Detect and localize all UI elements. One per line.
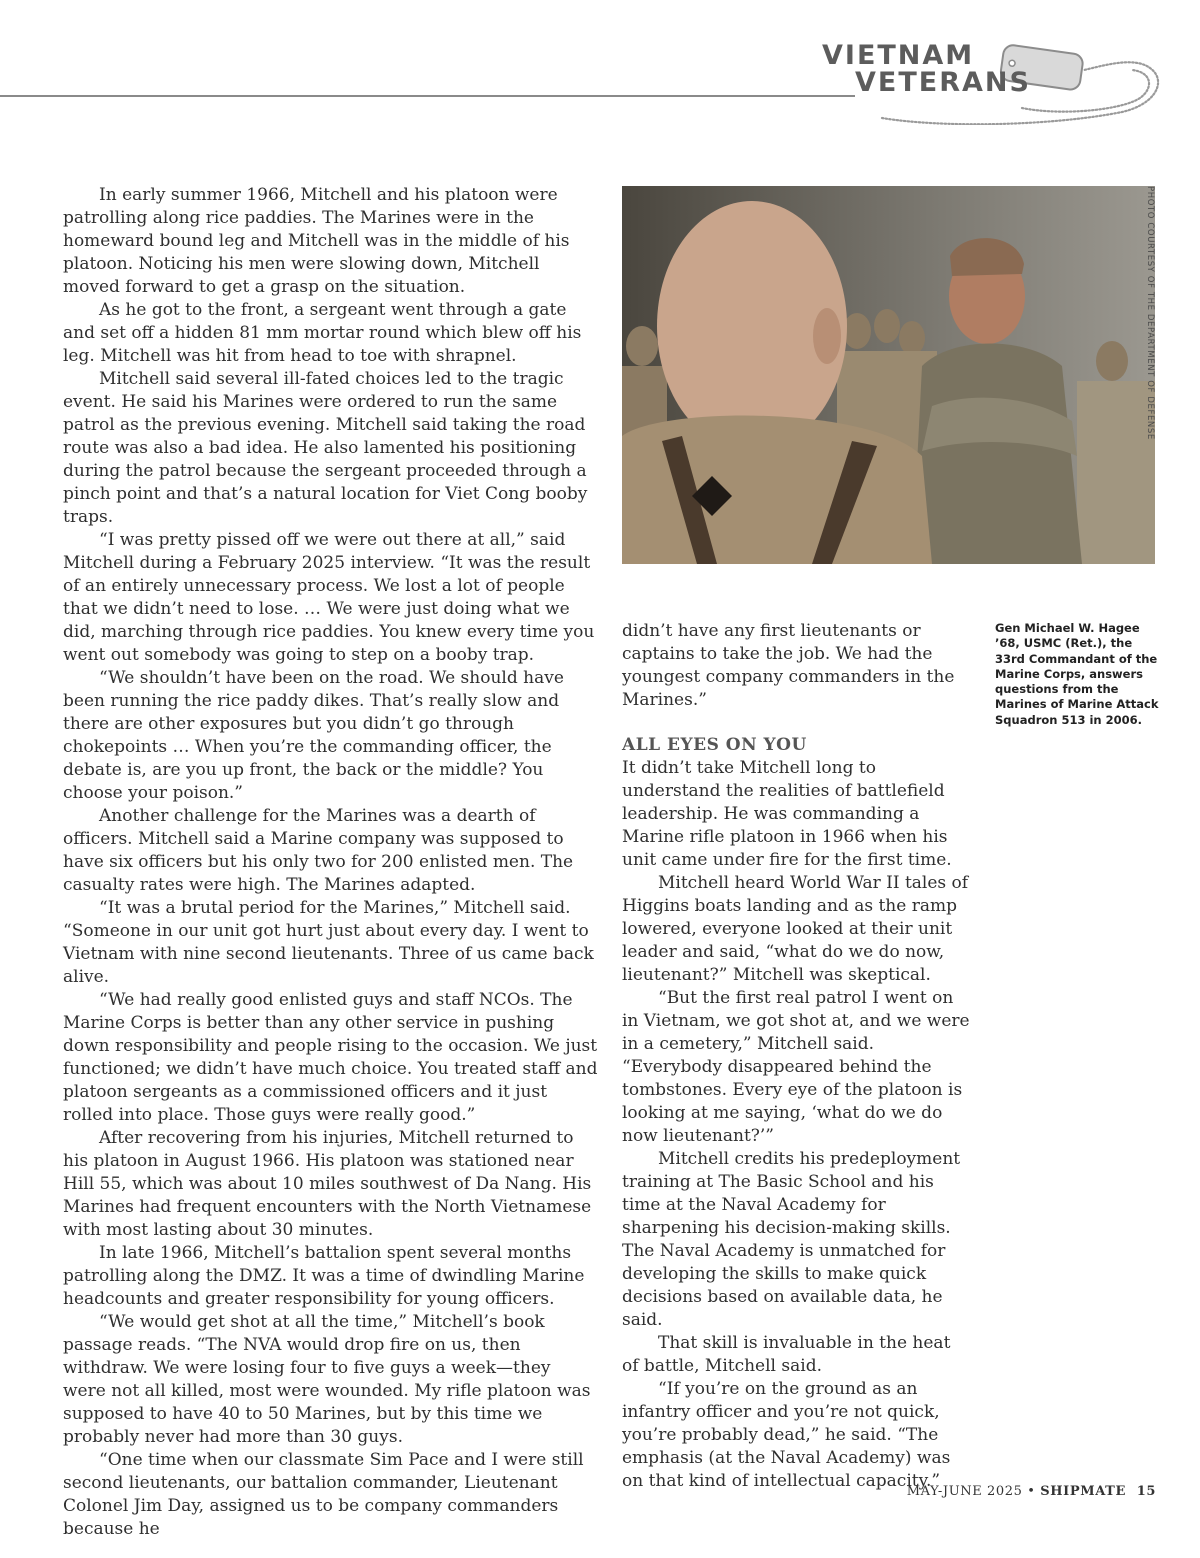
section-heading: ALL EYES ON YOU: [622, 735, 807, 755]
paragraph: “We would get shot at all the time,” Mitchell’s book passage reads. “The NVA would drop fire on us, then withdraw. We were losing four to five guys a week—they were not all killed, most were wounded. My rifle platoon was supposed to have 40 to 50 Marines, but by this time we probably never had more than 30 guys.: [63, 1312, 591, 1447]
photo-credit: PHOTO COURTESY OF THE DEPARTMENT OF DEFENSE: [1145, 186, 1155, 440]
section-title: [822, 42, 1031, 96]
paragraph: After recovering from his injuries, Mitchell returned to his platoon in August 1966. His platoon was stationed near Hill 55, which was about 10 miles southwest of Da Nang. His Marines had frequent encounters with the North Vietnamese with most lasting about 30 minutes.: [63, 1128, 592, 1240]
paragraph: Mitchell credits his predeployment training at The Basic School and his time at the Naval Academy for sharpening his decision-making skills. The Naval Academy is unmatched for developing the skills to make quick decisions based on available data, he said.: [622, 1149, 961, 1330]
header-rule: [0, 95, 855, 97]
paragraph: “One time when our classmate Sim Pace and I were still second lieutenants, our battalion commander, Lieutenant Colonel Jim Day, assigned us to be company commanders because he: [63, 1450, 584, 1539]
article-middle-column: [622, 620, 972, 1493]
paragraph: That skill is invaluable in the heat of battle, Mitchell said.: [622, 1333, 951, 1376]
article-photo: [622, 186, 1155, 564]
paragraph: Mitchell heard World War II tales of Higgins boats landing and as the ramp lowered, everyone looked at their unit leader and said, “what do we do now, lieutenant?” Mitchell was skeptical.: [622, 873, 969, 985]
page-footer: [907, 1484, 1156, 1499]
page-number: 15: [1136, 1484, 1156, 1499]
paragraph: In early summer 1966, Mitchell and his platoon were patrolling along rice paddies. The Marines were in the homeward bound leg and Mitchell was in the middle of his platoon. Noticing his men were slowing down, Mitchell moved forward to get a grasp on the situation.: [63, 185, 570, 297]
section-title-line1: VIETNAM: [822, 40, 975, 71]
paragraph: “We had really good enlisted guys and staff NCOs. The Marine Corps is better than any other service in pushing down responsibility and people rising to the occasion. We just functioned; we didn’t have much choice. You treated staff and platoon sergeants as a commissioned officers and it just rolled into place. Those guys were really good.”: [63, 990, 598, 1125]
paragraph: Another challenge for the Marines was a dearth of officers. Mitchell said a Marine company was supposed to have six officers but his only two for 200 enlisted men. The casualty rates were high. The Marines adapted.: [63, 806, 574, 895]
paragraph: It didn’t take Mitchell long to understand the realities of battlefield leadership. He was commanding a Marine rifle platoon in 1966 when his unit came under fire for the first time.: [622, 758, 952, 870]
paragraph: Mitchell said several ill-fated choices led to the tragic event. He said his Marines were ordered to run the same patrol as the previous evening. Mitchell said taking the road route was also a bad idea. He also lamented his positioning during the patrol because the sergeant proceeded through a pinch point and that’s a natural location for Viet Cong booby traps.: [63, 369, 588, 527]
section-title-line2: VETERANS: [855, 67, 1031, 98]
photo-caption: Gen Michael W. Hagee ’68, USMC (Ret.), the 33rd Commandant of the Marine Corps, answers questions from the Marines of Marine Attack Squadron 513 in 2006.: [995, 621, 1159, 727]
paragraph-continuation: didn’t have any first lieutenants or captains to take the job. We had the youngest company commanders in the Marines.”: [622, 621, 955, 710]
paragraph: In late 1966, Mitchell’s battalion spent several months patrolling along the DMZ. It was a time of dwindling Marine headcounts and greater responsibility for young officers.: [63, 1243, 585, 1309]
article-left-column: [63, 184, 598, 1541]
paragraph: “But the first real patrol I went on in Vietnam, we got shot at, and we were in a cemetery,” Mitchell said. “Everybody disappeared behind the tombstones. Every eye of the platoon is looking at me saying, ‘what do we do now lieutenant?’”: [622, 988, 970, 1146]
paragraph: “I was pretty pissed off we were out there at all,” said Mitchell during a February 2025 interview. “It was the result of an entirely unnecessary process. We lost a lot of people that we didn’t need to lose. … We were just doing what we did, marching through rice paddies. You knew every time you went out somebody was going to step on a booby trap.: [63, 530, 595, 665]
publication-name: SHIPMATE: [1040, 1484, 1126, 1499]
paragraph: “We shouldn’t have been on the road. We should have been running the rice paddy dikes. That’s really slow and there are other exposures but you didn’t go through chokepoints … When you’re the commanding officer, the debate is, are you up front, the back or the middle? You choose your poison.”: [63, 668, 564, 803]
issue-date: MAY-JUNE 2025 •: [906, 1484, 1036, 1499]
paragraph: “If you’re on the ground as an infantry officer and you’re not quick, you’re probably dead,” he said. “The emphasis (at the Naval Academy) was on that kind of intellectual capacity.”: [622, 1379, 951, 1491]
marines-photo-illustration: [622, 186, 1155, 564]
paragraph: “It was a brutal period for the Marines,” Mitchell said. “Someone in our unit got hurt just about every day. I went to Vietnam with nine second lieutenants. Three of us came back alive.: [63, 898, 594, 987]
paragraph: As he got to the front, a sergeant went through a gate and set off a hidden 81 mm mortar round which blew off his leg. Mitchell was hit from head to toe with shrapnel.: [63, 300, 582, 366]
